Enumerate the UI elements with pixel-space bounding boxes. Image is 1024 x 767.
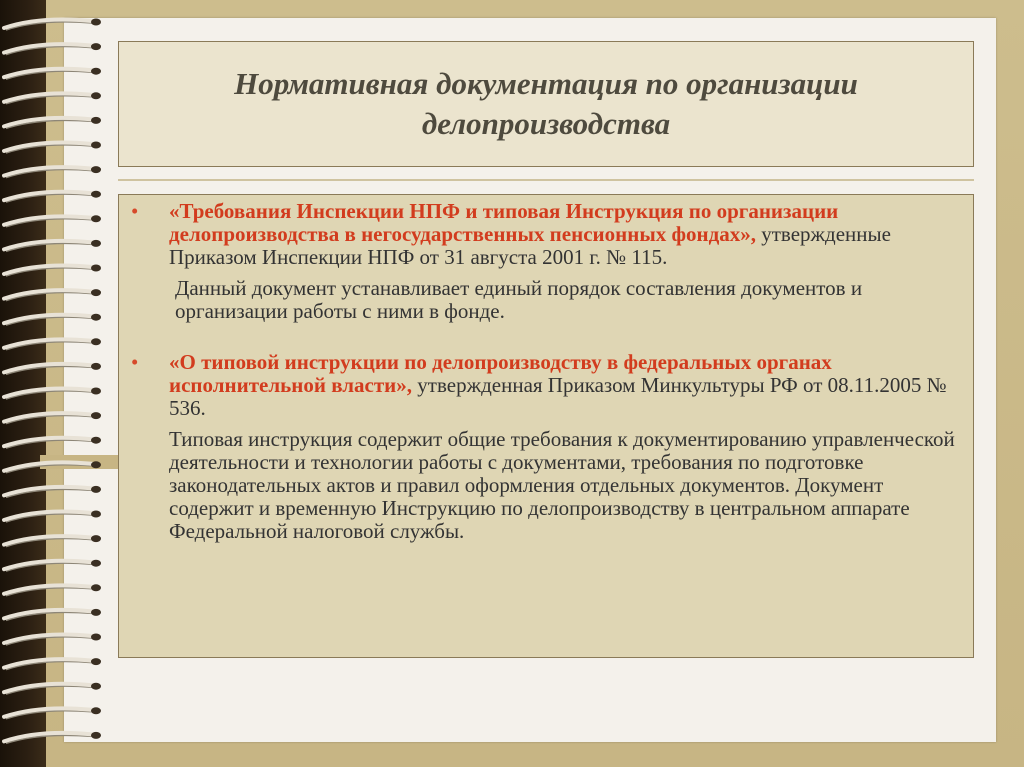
- bullet-icon: •: [131, 350, 139, 374]
- item-heading: [169, 351, 959, 420]
- ring-icon: [4, 461, 101, 473]
- item-description: Данный документ устанавливает единый порядок составления документов и организации работы с ними в фонде.: [175, 276, 863, 323]
- ring-icon: [4, 240, 101, 252]
- ring-icon: [4, 117, 101, 128]
- ring-icon: [4, 191, 101, 203]
- ring-icon: [4, 634, 101, 646]
- ring-icon: [4, 215, 101, 227]
- bullet-icon: •: [131, 199, 139, 223]
- ring-icon: [4, 609, 101, 621]
- ring-icon: [4, 265, 101, 277]
- ring-icon: [4, 166, 101, 178]
- item-heading: [169, 200, 959, 269]
- list-item: [131, 200, 959, 323]
- ring-icon: [4, 683, 101, 695]
- ring-icon: [4, 511, 101, 523]
- ring-icon: [4, 289, 101, 301]
- ring-icon: [4, 486, 101, 498]
- ring-icon: [4, 363, 101, 375]
- content-box: [118, 194, 974, 658]
- separator-line: [118, 179, 974, 181]
- ring-icon: [4, 43, 101, 55]
- ring-icon: [4, 19, 101, 31]
- spiral-rings: [0, 0, 120, 767]
- item-rest: утвержденные Приказом Инспекции НПФ от 31 августа 2001 г. № 115.: [169, 222, 891, 269]
- ring-icon: [4, 314, 101, 326]
- ring-icon: [4, 732, 101, 744]
- item-description: Типовая инструкция содержит общие требования к документированию управленческой деятельности и технологии работы с документами, требования по подготовке законодательных актов и правил оформления отдельных документов. Документ содержит и временную Инструкцию по делопроизводству в центральном аппарате Федеральной налоговой службы.: [169, 427, 955, 543]
- item-emphasis: «О типовой инструкции по делопроизводству в федеральных органах исполнительной власти»,: [169, 350, 832, 397]
- slide-title: Нормативная документация по организации делопроизводства: [234, 66, 858, 141]
- ring-icon: [4, 584, 101, 596]
- ring-icon: [4, 142, 101, 154]
- ring-icon: [4, 707, 101, 719]
- item-rest: утвержденная Приказом Минкультуры РФ от 08.11.2005 № 536.: [169, 373, 947, 420]
- title-box: [118, 41, 974, 167]
- ring-icon: [4, 658, 101, 670]
- ring-icon: [4, 437, 101, 449]
- ring-icon: [4, 560, 101, 572]
- item-emphasis: «Требования Инспекции НПФ и типовая Инструкция по организации делопроизводства в негосударственных пенсионных фондах»,: [169, 199, 839, 246]
- list-item: [131, 351, 959, 543]
- ring-icon: [4, 412, 101, 424]
- ring-icon: [4, 68, 101, 80]
- ring-icon: [4, 535, 101, 547]
- ring-icon: [4, 338, 101, 350]
- ring-icon: [4, 388, 101, 400]
- ring-icon: [4, 92, 101, 104]
